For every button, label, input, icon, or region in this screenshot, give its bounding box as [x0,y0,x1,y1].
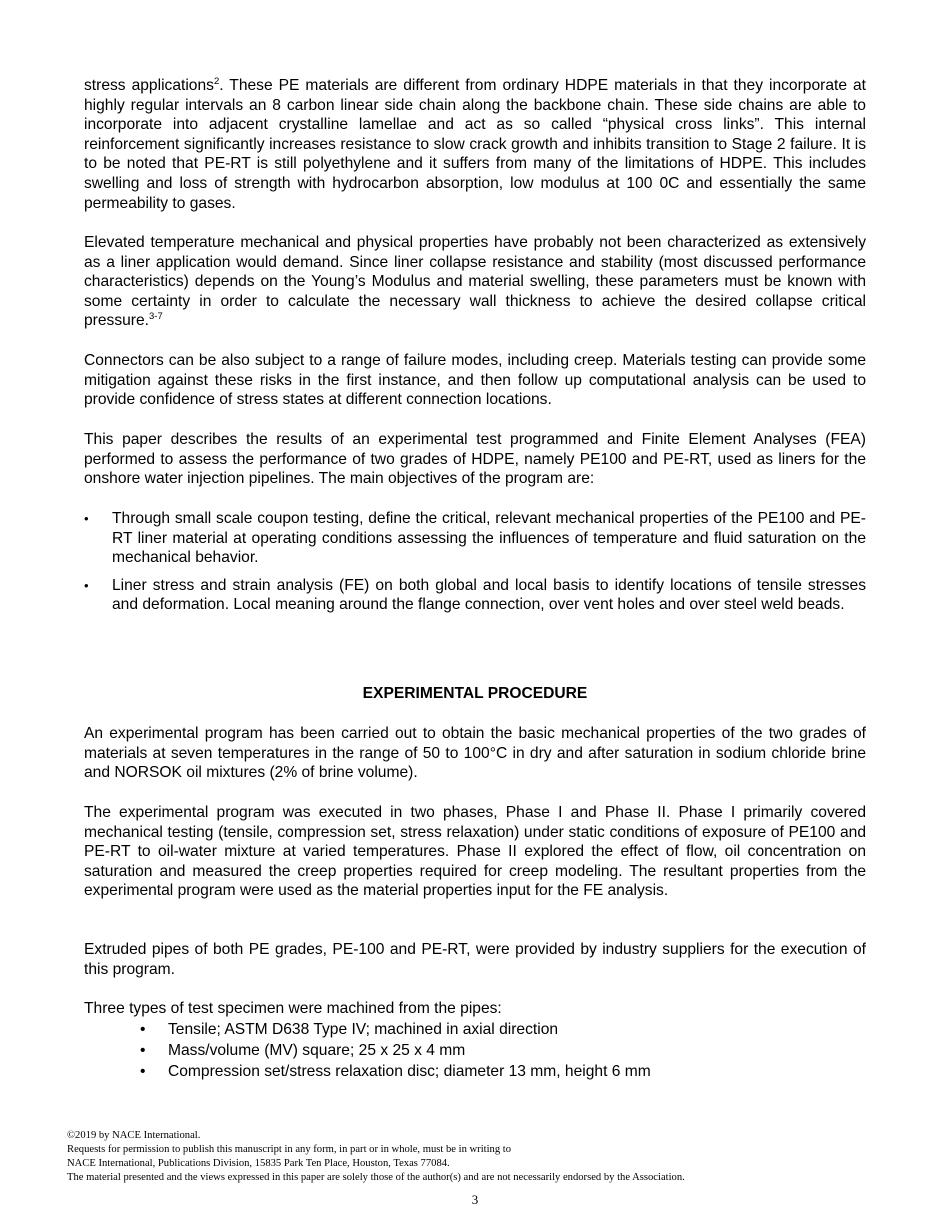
copyright-footer [67,1129,887,1185]
list-item [84,576,866,615]
paragraph-phases: The experimental program was executed in two phases, Phase I and Phase II. Phase I primarily covered mechanical testing (tensile, compression set, stress relaxation) under static conditions of exposure of PE100 and PE-RT to oil-water mixture at varied temperatures. Phase II explored the effect of flow, oil concentration on saturation and measured the creep properties required for creep modeling. The resultant properties from the experimental program were used as the material properties input for the FE analysis. [84,804,866,900]
list-item-text: Mass/volume (MV) square; 25 x 25 x 4 mm [168,1042,466,1059]
bullet-glyph: • [140,1042,146,1059]
list-item-text: Liner stress and strain analysis (FE) on both global and local basis to identify locations of tensile stresses and deformation. Local meaning around the flange connection, over vent holes and over steel weld beads. [112,576,866,614]
paragraph-elevated-temperature [84,233,866,331]
section-heading: EXPERIMENTAL PROCEDURE [362,685,588,702]
paragraph-connectors: Connectors can be also subject to a range of failure modes, including creep. Materials testing can provide some mitigation against these risks in the first instance, and then follow up computational analysis can be used to provide confidence of stress states at different connection locations. [84,352,866,409]
footer-line: The material presented and the views expressed in this paper are solely those of the author(s) and are not necessarily endorsed by the Association. [67,1172,685,1183]
list-item-text: Tensile; ASTM D638 Type IV; machined in axial direction [168,1021,559,1038]
objectives-list [84,509,866,615]
paragraph-text: Elevated temperature mechanical and physical properties have probably not been characterized as extensively as a liner application would demand. Since liner collapse resistance and stability (most discussed performance characteristics) depends on the Young’s Modulus and material swelling, these parameters must be known with some certainty in order to calculate the necessary wall thickness to achieve the desired collapse critical pressure. [84,234,866,330]
paragraph-text: . These PE materials are different from ordinary HDPE materials in that they incorporate at highly regular intervals an 8 carbon linear side chain along the backbone chain. These side chains are able to incorporate into adjacent crystalline lamellae and act as so called “physical cross links”. This internal reinforcement significantly increases resistance to slow crack growth and inhibits transition to Stage 2 failure. It is to be noted that PE-RT is still polyethylene and it suffers from many of the limitations of HDPE. This includes swelling and loss of strength with hydrocarbon absorption, low modulus at 100 0C and essentially the same permeability to gases. [84,77,867,212]
paragraph-extruded-pipes: Extruded pipes of both PE grades, PE-100 and PE-RT, were provided by industry suppliers for the execution of this program. [84,941,866,978]
specimen-list [140,1019,840,1082]
bullet-glyph: • [84,511,89,526]
footer-line: Requests for permission to publish this manuscript in any form, in part or in whole, must be in writing to [67,1144,512,1155]
bullet-glyph: • [140,1063,146,1080]
citation-superscript: 2 [213,76,220,87]
bullet-glyph: • [140,1021,146,1038]
page-number: 3 [471,1192,479,1207]
list-item-text: Compression set/stress relaxation disc; diameter 13 mm, height 6 mm [168,1063,651,1080]
paragraph-text: stress applications [84,77,214,94]
footer-line: ©2019 by NACE International. [67,1130,201,1141]
list-item [140,1019,840,1040]
list-item [84,509,866,568]
list-item [140,1040,840,1061]
citation-superscript: 3-7 [149,311,163,323]
bullet-glyph: • [84,577,89,593]
paragraph-experimental-program: An experimental program has been carried out to obtain the basic mechanical properties of the two grades of materials at seven temperatures in the range of 50 to 100°C in dry and after saturation in sodium chloride brine and NORSOK oil mixtures (2% of brine volume). [84,725,866,782]
footer-line: NACE International, Publications Division, 15835 Park Ten Place, Houston, Texas 77084. [67,1158,450,1169]
list-item [140,1061,840,1082]
paragraph-pe-rt-materials [84,76,866,213]
paragraph-paper-description: This paper describes the results of an experimental test programmed and Finite Element Analyses (FEA) performed to assess the performance of two grades of HDPE, namely PE100 and PE-RT, used as liners for the onshore water injection pipelines. The main objectives of the program are: [84,431,866,488]
paragraph-specimen-intro: Three types of test specimen were machined from the pipes: [84,1000,502,1017]
list-item-text: Through small scale coupon testing, define the critical, relevant mechanical properties of the PE100 and PE-RT liner material at operating conditions assessing the influences of temperature and fluid saturation on the mechanical behavior. [112,510,866,567]
